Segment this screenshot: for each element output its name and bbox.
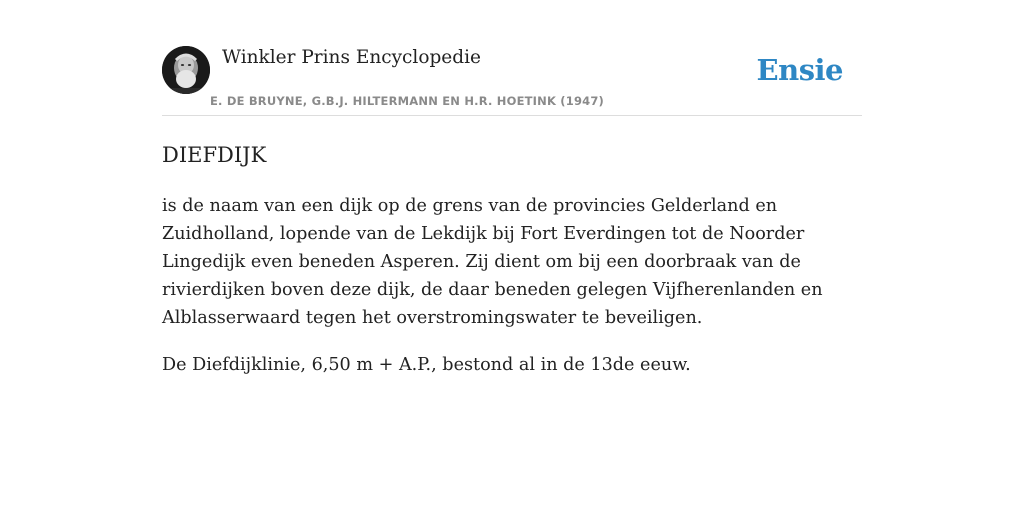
source-header xyxy=(162,46,862,116)
page-container xyxy=(162,46,862,116)
ensie-logo-link[interactable]: Ensie xyxy=(756,53,843,87)
entry-paragraph: De Diefdijklinie, 6,50 m + A.P., bestond al in de 13de eeuw. xyxy=(162,355,691,375)
source-authors: E. DE BRUYNE, G.B.J. HILTERMANN EN H.R. HOETINK (1947) xyxy=(210,94,605,108)
author-portrait-icon xyxy=(162,46,210,94)
entry-body xyxy=(162,192,862,398)
entry-paragraph: is de naam van een dijk op de grens van de provincies Gelderland en Zuidholland, lopende van de Lekdijk bij Fort Everdingen tot de Noorder Lingedijk even beneden Asperen. Zij dient om bij een doorbraak van de rivierdijken boven deze dijk, de daar beneden gelegen Vijfherenlanden en Alblasserwaard tegen het overstromingswater te beveiligen. xyxy=(162,196,823,328)
source-title: Winkler Prins Encyclopedie xyxy=(222,47,481,68)
entry-title: DIEFDIJK xyxy=(162,143,267,167)
